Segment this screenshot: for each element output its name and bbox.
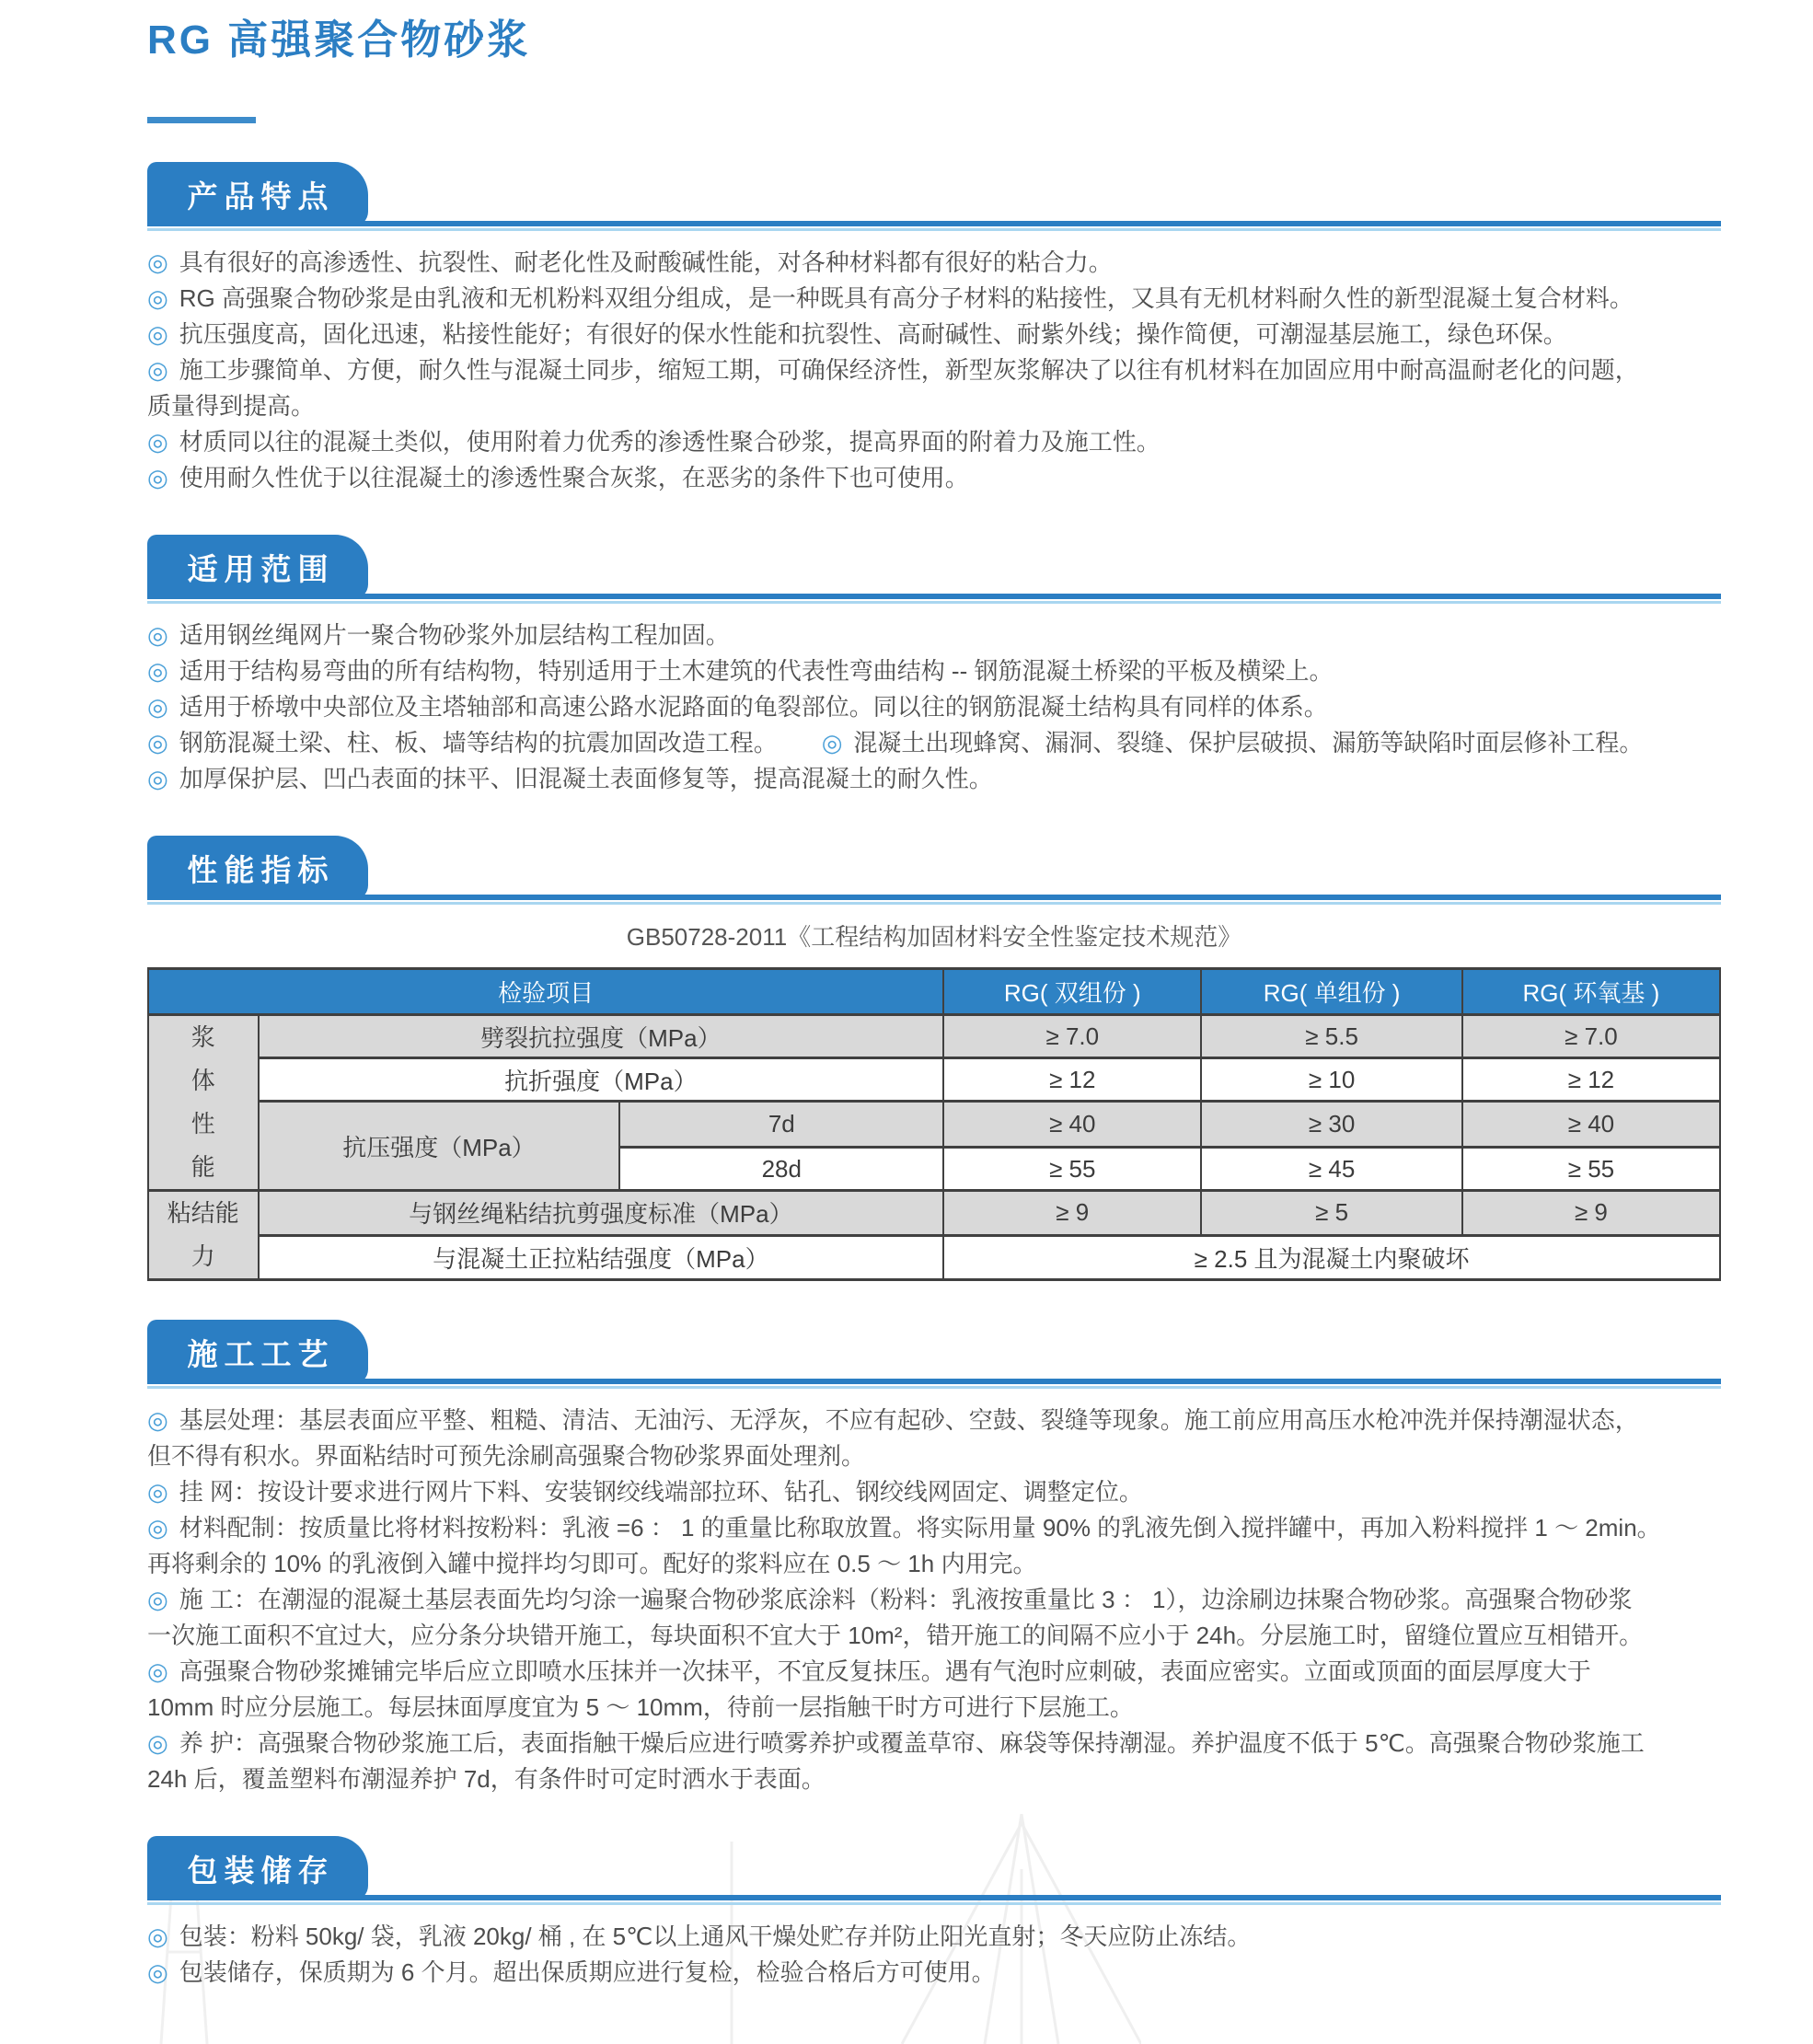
line-text: 包装：粉料 50kg/ 袋，乳液 20kg/ 桶 , 在 5℃以上通风干燥处贮存并防止阳光直射；冬天应防止冻结。 [179, 1923, 1252, 1950]
line-text: 一次施工面积不宜过大，应分条分块错开施工，每块面积不宜大于 10m²，错开施工的间隔不应小于 24h。分层施工时，留缝位置应互相错开。 [147, 1622, 1644, 1649]
bullet-icon: ◎ [147, 1657, 168, 1685]
bullet-line [147, 352, 1721, 388]
bullet-icon: ◎ [147, 729, 168, 756]
section-header-packaging [147, 1838, 1721, 1895]
continuation-line [147, 1690, 1721, 1726]
bullet-line [147, 1919, 1721, 1955]
bullet-icon: ◎ [147, 693, 168, 721]
table-cell-value: ≥ 7.0 [1462, 1015, 1720, 1058]
bullet-icon: ◎ [147, 284, 168, 312]
line-text: 挂 网：按设计要求进行网片下料、安装钢绞线端部拉环、钻孔、钢绞线网固定、调整定位。 [179, 1478, 1143, 1506]
table-cell-value: ≥ 5.5 [1201, 1015, 1462, 1058]
line-text: 施工步骤简单、方便，耐久性与混凝土同步，缩短工期，可确保经济性，新型灰浆解决了以往有机材料在加固应用中耐高温耐老化的问题， [179, 356, 1639, 384]
section-header-scope [147, 537, 1721, 594]
line-text: 材料配制：按质量比将材料按粉料：乳液 =6 ： 1 的重量比称取放置。将实际用量 90% 的乳液先倒入搅拌罐中，再加入粉料搅拌 1 ～ 2min。 [179, 1514, 1661, 1542]
line-text: 包装储存，保质期为 6 个月。超出保质期应进行复检，检验合格后方可使用。 [179, 1958, 996, 1986]
line-text: 使用耐久性优于以往混凝土的渗透性聚合灰浆，在恶劣的条件下也可使用。 [179, 464, 969, 491]
bullet-line [147, 1474, 1721, 1510]
bullet-line [147, 281, 1721, 317]
line-text: 但不得有积水。界面粘结时可预先涂刷高强聚合物砂浆界面处理剂。 [147, 1442, 866, 1470]
bullet-icon: ◎ [147, 621, 168, 649]
bullet-line [147, 1955, 1721, 1991]
line-text: 24h 后，覆盖塑料布潮湿养护 7d，有条件时可定时洒水于表面。 [147, 1765, 826, 1793]
line-text: 施 工：在潮湿的混凝土基层表面先均匀涂一遍聚合物砂浆底涂料（粉料：乳液按重量比 3 ： 1），边涂刷边抹聚合物砂浆。高强聚合物砂浆 [179, 1586, 1633, 1613]
packaging-body [147, 1919, 1721, 1991]
bullet-line [147, 1654, 1721, 1690]
table-cell-value: ≥ 12 [1462, 1058, 1720, 1102]
table-cell-item: 抗折强度（MPa） [259, 1058, 944, 1102]
section-tab-process [147, 1320, 368, 1384]
section-title: 适用范围 [187, 551, 335, 586]
line-text: 适用于结构易弯曲的所有结构物，特别适用于土木建筑的代表性弯曲结构 -- 钢筋混凝土桥梁的平板及横梁上。 [179, 657, 1334, 685]
section-tab-packaging [147, 1836, 368, 1900]
section-packaging [147, 1838, 1721, 1991]
row-group-label-bond-capacity: 粘结能 力 [148, 1191, 259, 1280]
bullet-icon: ◎ [147, 657, 168, 685]
line-text: 再将剩余的 10% 的乳液倒入罐中搅拌均匀即可。配好的浆料应在 0.5 ～ 1h 内用完。 [147, 1550, 1037, 1577]
table-cell-value: ≥ 12 [943, 1058, 1201, 1102]
section-title: 施工工艺 [187, 1336, 335, 1371]
bullet-icon: ◎ [147, 1958, 168, 1986]
bullet-icon: ◎ [147, 1923, 168, 1950]
line-text: 适用于桥墩中央部位及主塔轴部和高速公路水泥路面的龟裂部位。同以往的钢筋混凝土结构具有同样的体系。 [179, 693, 1328, 721]
bullet-icon: ◎ [147, 1729, 168, 1757]
continuation-line [147, 1618, 1721, 1654]
bullet-line [147, 424, 1721, 460]
table-cell-subitem: 28d [619, 1148, 943, 1191]
line-text: 混凝土出现蜂窝、漏洞、裂缝、保护层破损、漏筋等缺陷时面层修补工程。 [853, 729, 1644, 756]
line-text: 抗压强度高，固化迅速，粘接性能好；有很好的保水性能和抗裂性、高耐碱性、耐紫外线；操作简便，可潮湿基层施工，绿色环保。 [179, 320, 1567, 348]
bullet-line [147, 653, 1721, 689]
table-row [148, 1235, 1720, 1280]
section-performance [147, 837, 1721, 1281]
line-text: 适用钢丝绳网片一聚合物砂浆外加层结构工程加固。 [179, 621, 730, 649]
table-cell-item: 抗压强度（MPa） [259, 1102, 620, 1191]
table-row [148, 1015, 1720, 1058]
bullet-icon: ◎ [147, 320, 168, 348]
table-cell-item: 劈裂抗拉强度（MPa） [259, 1015, 944, 1058]
bullet-line [147, 1403, 1721, 1438]
table-cell-subitem: 7d [619, 1102, 943, 1148]
table-header-item: 检验项目 [148, 969, 943, 1015]
performance-table [147, 967, 1721, 1281]
bullet-icon: ◎ [147, 464, 168, 491]
table-cell-value: ≥ 9 [943, 1191, 1201, 1236]
table-header-col2: RG( 单组份 ) [1201, 969, 1462, 1015]
bullet-icon: ◎ [147, 248, 168, 276]
table-cell-value: ≥ 5 [1201, 1191, 1462, 1236]
table-cell-value: ≥ 55 [943, 1148, 1201, 1191]
table-cell-value: ≥ 40 [943, 1102, 1201, 1148]
section-features [147, 164, 1721, 496]
table-cell-value: ≥ 9 [1462, 1191, 1720, 1236]
bullet-line [147, 1726, 1721, 1761]
line-text: 养 护：高强聚合物砂浆施工后，表面指触干燥后应进行喷雾养护或覆盖草帘、麻袋等保持潮湿。养护温度不低于 5℃。高强聚合物砂浆施工 [179, 1729, 1645, 1757]
bullet-line [147, 317, 1721, 352]
continuation-line [147, 1546, 1721, 1582]
continuation-line [147, 1761, 1721, 1797]
bullet-line [147, 460, 1721, 496]
section-tab-features [147, 162, 368, 226]
bullet-icon: ◎ [147, 765, 168, 792]
bullet-line [147, 689, 1721, 725]
table-cell-value: ≥ 10 [1201, 1058, 1462, 1102]
row-group-label-slurry-performance: 浆 体 性 能 [148, 1015, 259, 1191]
bullet-icon: ◎ [147, 356, 168, 384]
table-caption: GB50728-2011《工程结构加固材料安全性鉴定技术规范》 [626, 923, 1242, 951]
table-header-row [148, 969, 1720, 1015]
section-scope [147, 537, 1721, 797]
section-tab-scope [147, 535, 368, 599]
line-text: 高强聚合物砂浆摊铺完毕后应立即喷水压抹并一次抹平，不宜反复抹压。遇有气泡时应刺破，表面应密实。立面或顶面的面层厚度大于 [179, 1657, 1591, 1685]
bullet-line [147, 618, 1721, 653]
line-text: 基层处理：基层表面应平整、粗糙、清洁、无油污、无浮灰，不应有起砂、空鼓、裂缝等现象。施工前应用高压水枪冲洗并保持潮湿状态， [179, 1406, 1639, 1434]
table-cell-item: 与钢丝绳粘结抗剪强度标准（MPa） [259, 1191, 944, 1236]
line-text: 材质同以往的混凝土类似，使用附着力优秀的渗透性聚合砂浆，提高界面的附着力及施工性。 [179, 428, 1161, 456]
table-row [148, 1058, 1720, 1102]
table-cell-value: ≥ 55 [1462, 1148, 1720, 1191]
page-title: RG 高强聚合物砂浆 [147, 17, 531, 63]
bullet-line [147, 761, 1721, 797]
line-text: RG 高强聚合物砂浆是由乳液和无机粉料双组分组成，是一种既具有高分子材料的粘接性，又具有无机材料耐久性的新型混凝土复合材料。 [179, 284, 1634, 312]
bullet-icon: ◎ [147, 1478, 168, 1506]
section-header-features [147, 164, 1721, 221]
table-row [148, 1102, 1720, 1148]
table-row [148, 1191, 1720, 1236]
bullet-line [147, 1582, 1721, 1618]
table-cell-value: ≥ 7.0 [943, 1015, 1201, 1058]
section-process [147, 1322, 1721, 1797]
table-cell-item: 与混凝土正拉粘结强度（MPa） [259, 1235, 944, 1280]
section-title: 包装储存 [187, 1853, 335, 1888]
table-cell-value: ≥ 40 [1462, 1102, 1720, 1148]
line-text: 质量得到提高。 [147, 392, 316, 420]
process-body [147, 1403, 1721, 1797]
line-text: 10mm 时应分层施工。每层抹面厚度宜为 5 ～ 10mm，待前一层指触干时方可进行下层施工。 [147, 1693, 1134, 1721]
bullet-icon: ◎ [821, 729, 843, 756]
table-cell-value: ≥ 45 [1201, 1148, 1462, 1191]
section-header-process [147, 1322, 1721, 1379]
scope-body [147, 618, 1721, 797]
title-underline-decoration [147, 117, 256, 123]
bullet-icon: ◎ [147, 1586, 168, 1613]
table-header-col1: RG( 双组份 ) [943, 969, 1201, 1015]
section-header-performance [147, 837, 1721, 895]
bullet-line [147, 1510, 1721, 1546]
line-text: 钢筋混凝土梁、柱、板、墙等结构的抗震加固改造工程。 [179, 729, 778, 756]
bullet-icon: ◎ [147, 1514, 168, 1542]
bullet-icon: ◎ [147, 1406, 168, 1434]
continuation-line [147, 1438, 1721, 1474]
bullet-line [147, 245, 1721, 281]
section-title: 产品特点 [187, 179, 335, 214]
line-text: 加厚保护层、凹凸表面的抹平、旧混凝土表面修复等，提高混凝土的耐久性。 [179, 765, 993, 792]
section-tab-performance [147, 836, 368, 900]
table-cell-value-merged: ≥ 2.5 且为混凝土内聚破坏 [943, 1235, 1720, 1280]
continuation-line [147, 388, 1721, 424]
table-header-col3: RG( 环氧基 ) [1462, 969, 1720, 1015]
bullet-icon: ◎ [147, 428, 168, 456]
features-body [147, 245, 1721, 496]
line-text: 具有很好的高渗透性、抗裂性、耐老化性及耐酸碱性能，对各种材料都有很好的粘合力。 [179, 248, 1113, 276]
section-title: 性能指标 [187, 852, 335, 887]
table-cell-value: ≥ 30 [1201, 1102, 1462, 1148]
bullet-line-double [147, 725, 1721, 761]
